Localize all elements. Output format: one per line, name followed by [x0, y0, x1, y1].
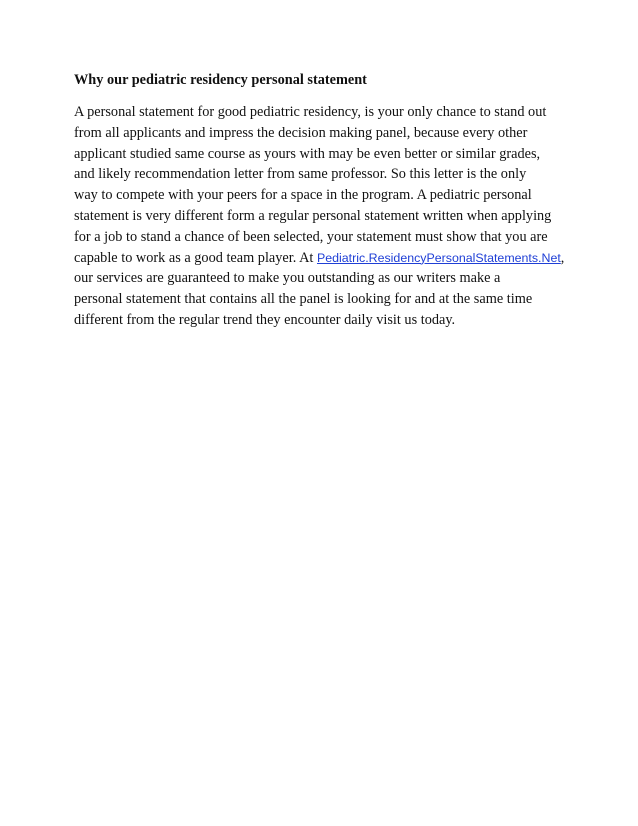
link-line-prefix: capable to work as a good team player. At [74, 249, 317, 266]
paragraph-line: way to compete with your peers for a space in the program. A pediatric personal [74, 187, 532, 204]
paragraph-line: and likely recommendation letter from same professor. So this letter is the only [74, 166, 527, 183]
paragraph-line: personal statement that contains all the panel is looking for and at the same time [74, 291, 533, 308]
paragraph-line: applicant studied same course as yours with may be even better or similar grades, [74, 145, 541, 162]
document-heading: Why our pediatric residency personal statement [74, 72, 367, 88]
paragraph-line: for a job to stand a chance of been selected, your statement must show that you are [74, 228, 548, 245]
paragraph-line: A personal statement for good pediatric residency, is your only chance to stand out [74, 104, 547, 120]
paragraph-line: from all applicants and impress the decision making panel, because every other [74, 124, 528, 141]
paragraph-line: different from the regular trend they encounter daily visit us today. [74, 311, 456, 328]
website-link[interactable]: Pediatric.ResidencyPersonalStatements.Net [316, 250, 561, 265]
paragraph-line-with-link [74, 248, 574, 269]
document-paragraph [74, 102, 574, 331]
document-content [74, 70, 574, 331]
link-line-suffix: , [560, 249, 565, 266]
paragraph-line: statement is very different form a regular personal statement written when applying [74, 207, 552, 224]
paragraph-line: our services are guaranteed to make you outstanding as our writers make a [74, 270, 501, 287]
